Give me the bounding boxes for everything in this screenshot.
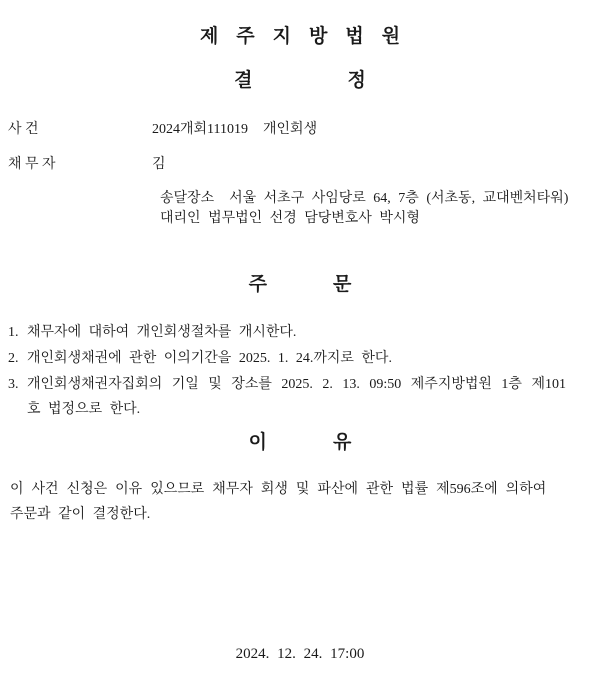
debtor-name-value: 김 <box>152 157 166 172</box>
order-item-2-number: 2. <box>8 351 19 366</box>
order-item-3-text-line-2: 호 법정으로 한다. <box>27 402 141 417</box>
case-number-label: 사 건 <box>8 122 39 137</box>
order-item-1-text: 채무자에 대하여 개인회생절차를 개시한다. <box>27 325 297 340</box>
debtor-contact-block <box>160 189 600 229</box>
reason-text-line-1: 이 사건 신청은 이유 있으므로 채무자 회생 및 파산에 관한 법률 제596조에 의하여 <box>10 482 547 497</box>
order-item-2 <box>8 346 600 371</box>
case-number-row <box>8 121 600 138</box>
order-item-1-number: 1. <box>8 325 19 340</box>
reason-section-heading: 이유 <box>248 432 418 453</box>
order-item-3 <box>8 372 600 422</box>
order-item-3-text-line-1: 개인회생채권자집회의 기일 및 장소를 2025. 2. 13. 09:50 제주지방법원 1층 제101 <box>27 377 566 392</box>
order-item-2-text: 개인회생채권에 관한 이의기간을 2025. 1. 24.까지로 한다. <box>27 351 392 366</box>
case-number-value: 2024개회111019 개인회생 <box>152 122 318 137</box>
decision-datetime: 2024. 12. 24. 17:00 <box>235 646 365 662</box>
order-item-3-number: 3. <box>8 377 19 392</box>
debtor-label: 채 무 자 <box>8 157 56 172</box>
case-info-section <box>0 121 600 229</box>
order-list <box>0 320 600 422</box>
debtor-row <box>8 156 600 173</box>
service-address-line: 송달장소 서울 서초구 사임당로 64, 7층 (서초동, 교대벤처타워) <box>160 191 569 206</box>
order-item-1 <box>8 320 600 345</box>
document-type-title: 결정 <box>234 70 461 91</box>
reason-paragraph <box>0 477 600 527</box>
attorney-line: 대리인 법무법인 선경 담당변호사 박시형 <box>160 211 420 226</box>
order-section-heading: 주문 <box>248 274 418 295</box>
court-name-title: 제주지방법원 <box>199 26 419 47</box>
reason-text-line-2: 주문과 같이 결정한다. <box>10 507 151 522</box>
